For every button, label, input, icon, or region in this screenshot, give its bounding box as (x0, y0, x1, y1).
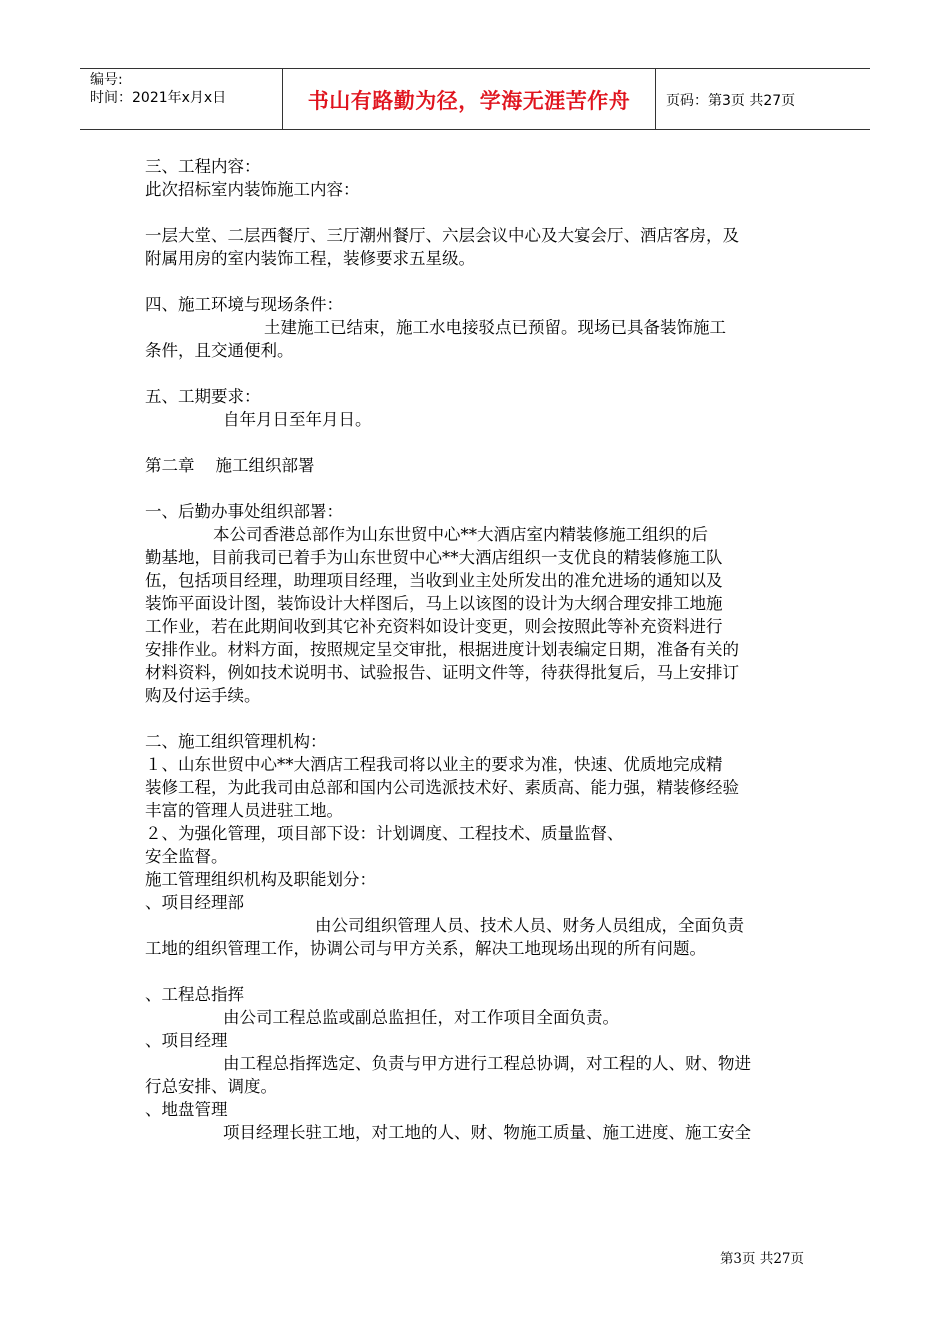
paragraph-line: 由工程总指挥选定、负责与甲方进行工程总协调，对工程的人、财、物进 (223, 1054, 751, 1073)
paragraph-line: 项目经理长驻工地，对工地的人、财、物施工质量、施工进度、施工安全 (223, 1123, 751, 1142)
header-motto: 书山有路勤为径，学海无涯苦作舟 (307, 89, 631, 113)
paragraph-line: 自年月日至年月日。 (223, 410, 372, 429)
paragraph-line: 丰富的管理人员进驻工地。 (145, 801, 343, 820)
section-heading: 四、施工环境与现场条件： (145, 295, 343, 314)
header-motto-cell (283, 69, 656, 129)
paragraph-line: 一层大堂、二层西餐厅、三厅潮州餐厅、六层会议中心及大宴会厅、酒店客房，及 (145, 226, 739, 245)
paragraph-line: 由公司组织管理人员、技术人员、财务人员组成，全面负责 (315, 916, 744, 935)
paragraph-line: 材料资料，例如技术说明书、试验报告、证明文件等，待获得批复后，马上安排订 (145, 663, 739, 682)
document-number-label: 编号: (90, 72, 123, 88)
header-page-info: 页码：第3页 共27页 (666, 93, 796, 109)
section-heading: 二、施工组织管理机构： (145, 732, 327, 751)
paragraph-line: 装修工程，为此我司由总部和国内公司选派技术好、素质高、能力强，精装修经验 (145, 778, 739, 797)
paragraph-line: 附属用房的室内装饰工程，装修要求五星级。 (145, 249, 475, 268)
paragraph-line: 土建施工已结束，施工水电接驳点已预留。现场已具备装饰施工 (264, 318, 726, 337)
section-heading: 五、工期要求： (145, 387, 261, 406)
header-meta-cell (80, 69, 283, 129)
list-item-heading: 、项目经理 (145, 1031, 228, 1050)
paragraph-line: 勤基地，目前我司已着手为山东世贸中心**大酒店组织一支优良的精装修施工队 (145, 548, 723, 567)
paragraph-line: 安全监督。 (145, 847, 228, 866)
header-page-cell (656, 69, 870, 129)
paragraph-line: 购及付运手续。 (145, 686, 261, 705)
document-date-label: 时间：2021年x月x日 (90, 90, 227, 106)
section-heading: 一、后勤办事处组织部署： (145, 502, 343, 521)
paragraph-line: １、山东世贸中心**大酒店工程我司将以业主的要求为准，快速、优质地完成精 (145, 755, 723, 774)
paragraph-line: 工作业，若在此期间收到其它补充资料如设计变更，则会按照此等补充资料进行 (145, 617, 723, 636)
paragraph-line: 伍，包括项目经理，助理项目经理，当收到业主处所发出的准允进场的通知以及 (145, 571, 723, 590)
paragraph-line: 条件，且交通便利。 (145, 341, 294, 360)
paragraph-line: 施工管理组织机构及职能划分： (145, 870, 376, 889)
page-footer: 第3页 共27页 (719, 1251, 804, 1267)
paragraph-line: 安排作业。材料方面，按照规定呈交审批，根据进度计划表编定日期，准备有关的 (145, 640, 739, 659)
paragraph-line: 此次招标室内装饰施工内容： (145, 180, 360, 199)
paragraph-line: ２、为强化管理，项目部下设：计划调度、工程技术、质量监督、 (145, 824, 624, 843)
paragraph-line: 本公司香港总部作为山东世贸中心**大酒店室内精装修施工组织的后 (213, 525, 708, 544)
paragraph-line: 工地的组织管理工作，协调公司与甲方关系，解决工地现场出现的所有问题。 (145, 939, 706, 958)
chapter-heading: 第二章 施工组织部署 (145, 456, 315, 475)
paragraph-line: 行总安排、调度。 (145, 1077, 277, 1096)
section-heading: 三、工程内容： (145, 157, 261, 176)
document-header (80, 68, 870, 130)
list-item-heading: 、项目经理部 (145, 893, 244, 912)
paragraph-line: 装饰平面设计图，装饰设计大样图后，马上以该图的设计为大纲合理安排工地施 (145, 594, 723, 613)
list-item-heading: 、地盘管理 (145, 1100, 228, 1119)
paragraph-line: 由公司工程总监或副总监担任，对工作项目全面负责。 (223, 1008, 619, 1027)
list-item-heading: 、工程总指挥 (145, 985, 244, 1004)
document-body (145, 155, 809, 1144)
